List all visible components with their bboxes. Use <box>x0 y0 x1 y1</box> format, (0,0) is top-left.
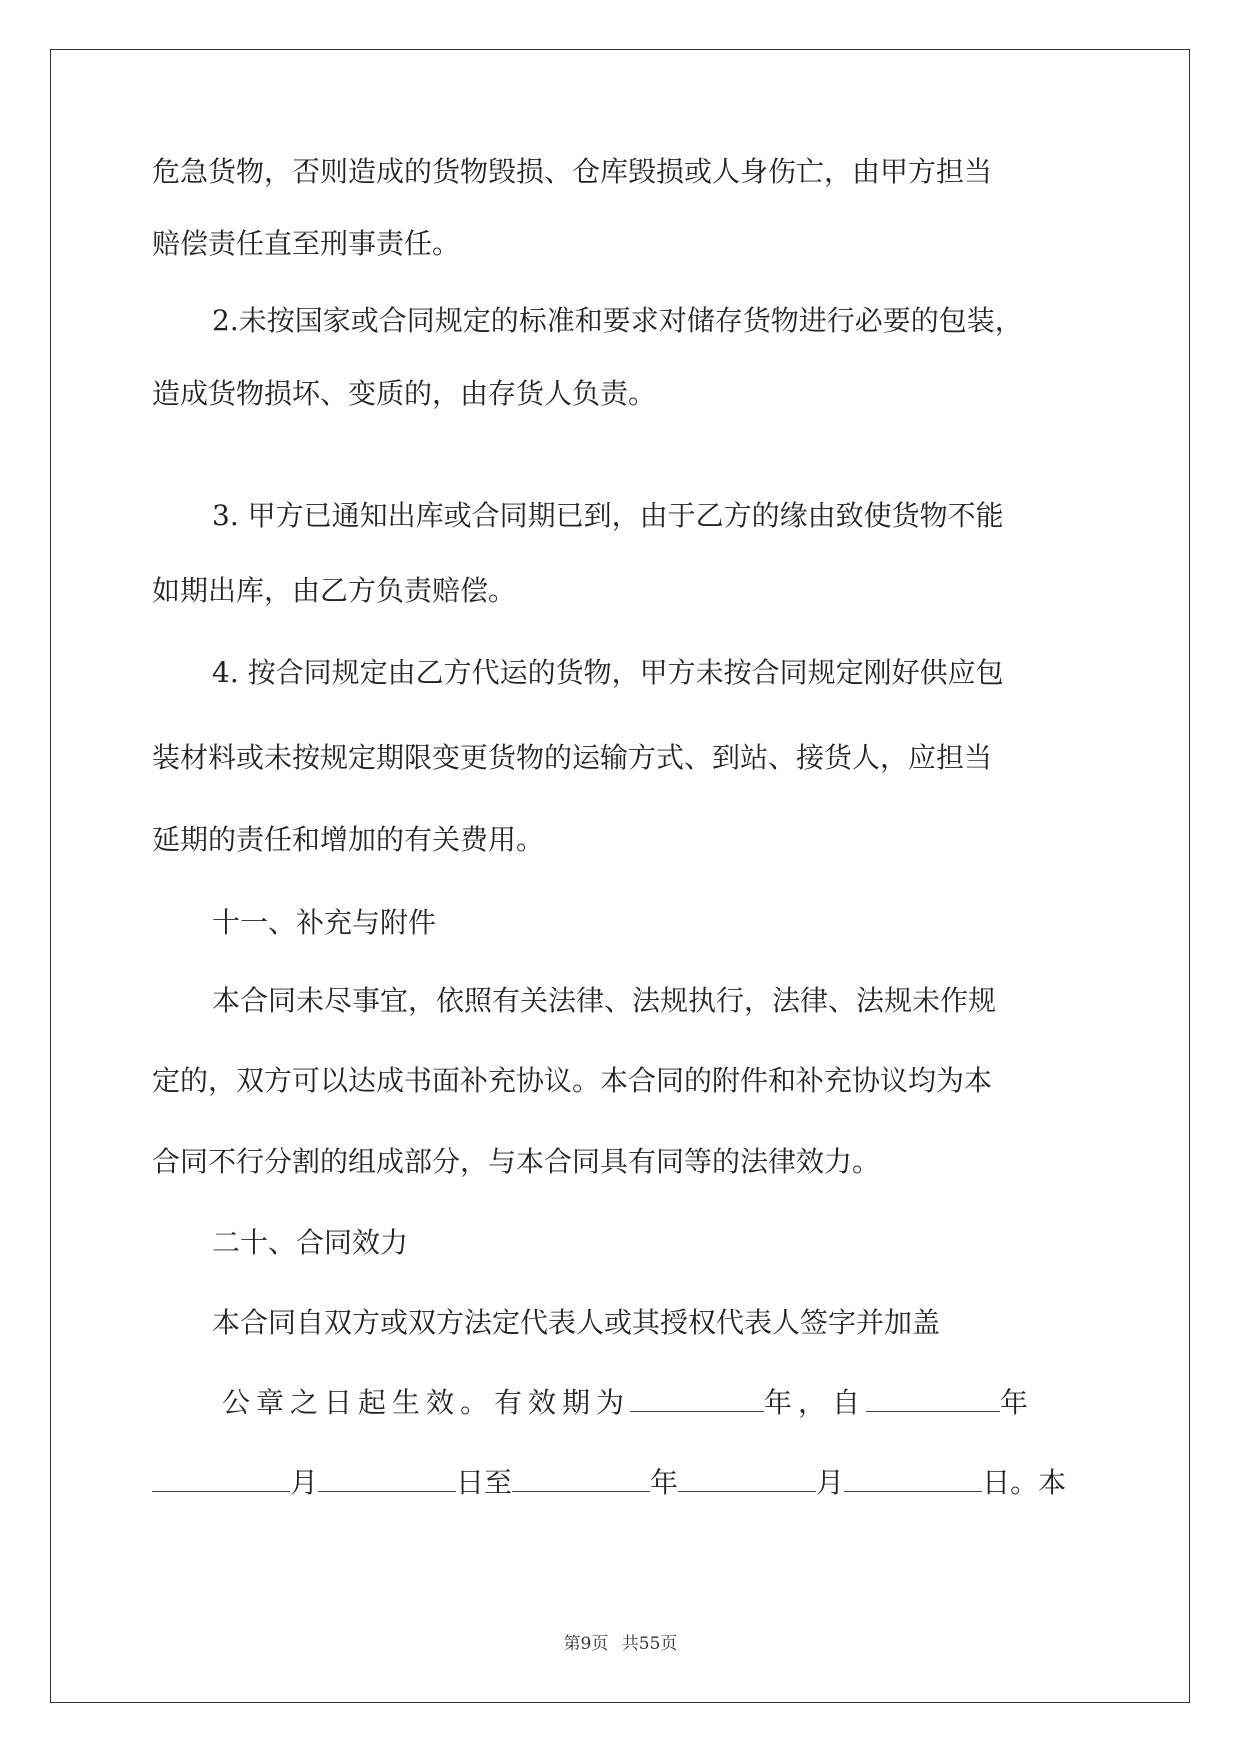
text-line-5: 3. 甲方已通知出库或合同期已到，由于乙方的缘由致使货物不能 <box>212 499 1004 532</box>
page-footer <box>0 1629 1241 1654</box>
end-month-label: 月 <box>816 1466 845 1499</box>
text-line-9: 延期的责任和增加的有关费用。 <box>152 823 545 856</box>
end-day-blank[interactable] <box>844 1465 982 1492</box>
text-line-12: 定的，双方可以达成书面补充协议。本合同的附件和补充协议均为本 <box>152 1064 993 1097</box>
end-year-label: 年 <box>650 1466 679 1499</box>
text-line-3: 2.未按国家或合同规定的标准和要求对储存货物进行必要的包装， <box>212 304 1023 337</box>
text-line-8: 装材料或未按规定期限变更货物的运输方式、到站、接货人，应担当 <box>152 741 993 774</box>
page-border <box>50 49 1190 1703</box>
text-line-13: 合同不行分割的组成部分，与本合同具有同等的法律效力。 <box>152 1145 881 1178</box>
start-year-label: 年 <box>1000 1386 1035 1419</box>
validity-text: 公章之日起生效。有效期为 <box>222 1386 631 1419</box>
validity-year-label: 年，自 <box>764 1386 867 1419</box>
text-line-15: 本合同自双方或双方法定代表人或其授权代表人签字并加盖 <box>212 1306 941 1339</box>
start-month-blank[interactable] <box>152 1465 290 1492</box>
text-line-1: 危急货物，否则造成的货物毁损、仓库毁损或人身伤亡，由甲方担当 <box>152 155 993 188</box>
date-line <box>152 1465 1066 1501</box>
page-total: 共55页 <box>621 1634 678 1654</box>
text-line-7: 4. 按合同规定由乙方代运的货物，甲方未按合同规定刚好供应包 <box>212 656 1004 689</box>
end-year-blank[interactable] <box>512 1465 650 1492</box>
text-line-6: 如期出库，由乙方负责赔偿。 <box>152 574 517 607</box>
start-month-label: 月 <box>290 1466 319 1499</box>
validity-years-blank[interactable] <box>630 1385 764 1412</box>
text-line-11: 本合同未尽事宜，依照有关法律、法规执行，法律、法规未作规 <box>212 984 997 1017</box>
section-heading-20: 二十、合同效力 <box>212 1226 409 1259</box>
start-year-blank[interactable] <box>866 1385 1000 1412</box>
section-heading-11: 十一、补充与附件 <box>212 906 437 939</box>
text-line-2: 赔偿责任直至刑事责任。 <box>152 227 461 260</box>
start-day-to-label: 日至 <box>456 1466 513 1499</box>
end-day-label: 日。本 <box>982 1466 1067 1499</box>
end-month-blank[interactable] <box>678 1465 816 1492</box>
validity-line <box>222 1385 1034 1421</box>
page-number: 第9页 <box>563 1634 609 1654</box>
start-day-blank[interactable] <box>318 1465 456 1492</box>
text-line-4: 造成货物损坏、变质的，由存货人负责。 <box>152 377 657 410</box>
